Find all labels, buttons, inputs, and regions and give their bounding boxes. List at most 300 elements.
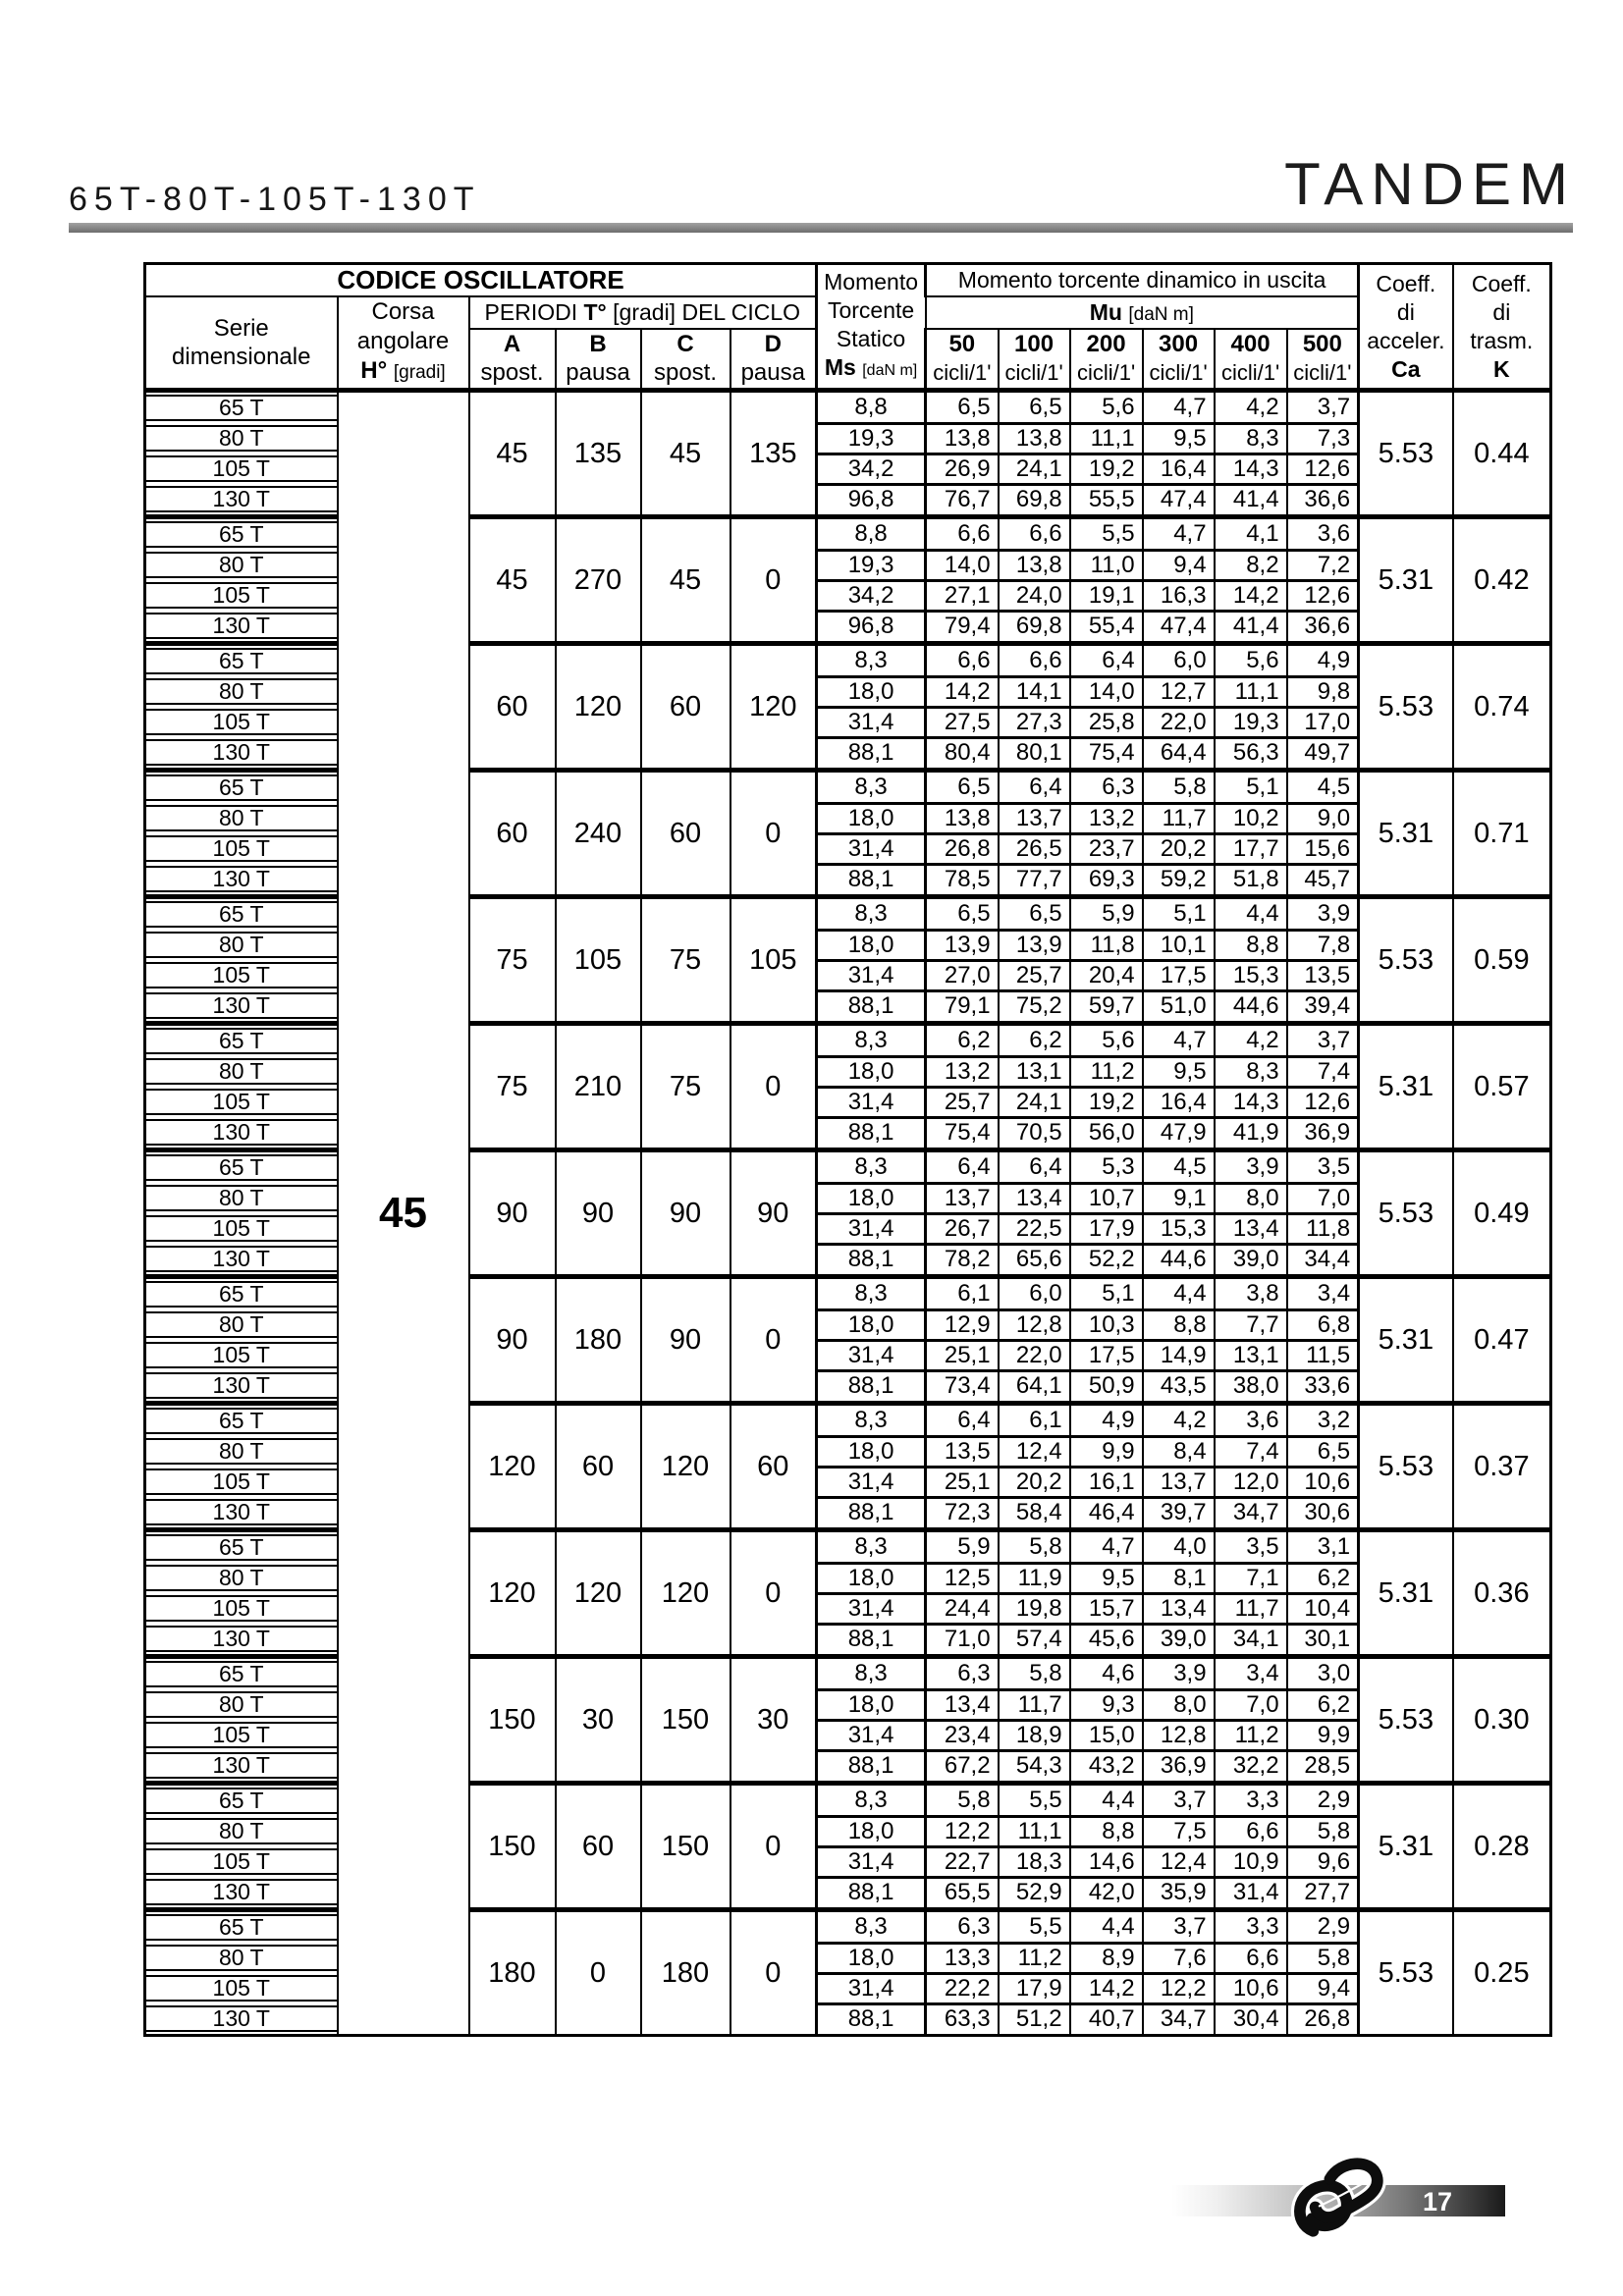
mu-value: 3,9: [1215, 1150, 1287, 1184]
mu-value: 14,2: [1215, 580, 1287, 611]
mu-value: 80,1: [999, 737, 1070, 771]
mu-value: 6,5: [999, 391, 1070, 424]
period-d-header: [730, 329, 817, 391]
mu-value: 9,5: [1143, 423, 1215, 454]
mu-value: 9,3: [1070, 1689, 1143, 1720]
mu-value: 78,2: [926, 1244, 999, 1277]
serie-box: 105 T: [146, 962, 337, 988]
ms-value: 88,1: [817, 1750, 926, 1784]
mu-value: 26,7: [926, 1213, 999, 1244]
serie-box: 130 T: [146, 866, 337, 892]
serie-box: 80 T: [146, 1691, 337, 1718]
mu-value: 51,8: [1215, 864, 1287, 897]
ca-line: Coeff.: [1376, 270, 1436, 296]
mu-value: 52,9: [999, 1877, 1070, 1910]
mu-500-header: [1287, 329, 1359, 391]
ms-value: 8,3: [817, 1404, 926, 1437]
ms-value: 8,3: [817, 1910, 926, 1944]
mu-value: 13,9: [999, 930, 1070, 960]
mu-value: 4,7: [1143, 517, 1215, 551]
corsa-header-line: angolare: [356, 328, 450, 354]
mu-value: 41,4: [1215, 611, 1287, 644]
ms-value: 88,1: [817, 1370, 926, 1404]
mu-value: 75,4: [926, 1117, 999, 1150]
mu-value: 27,1: [926, 580, 999, 611]
mu-value: 24,4: [926, 1593, 999, 1624]
period-sub: spost.: [653, 359, 718, 387]
serie-cell: [145, 1563, 338, 1593]
serie-cell: [145, 960, 338, 990]
serie-cell: [145, 1720, 338, 1750]
mu-value: 75,2: [999, 990, 1070, 1024]
mu-value: 6,4: [926, 1150, 999, 1184]
mu-value: 17,7: [1215, 833, 1287, 864]
mu-value: 27,5: [926, 707, 999, 737]
serie-cell: [145, 864, 338, 897]
serie-box: 80 T: [146, 1058, 337, 1085]
mu-value: 24,1: [999, 454, 1070, 484]
mu-value: 3,5: [1215, 1530, 1287, 1564]
serie-cell: [145, 1309, 338, 1340]
mu-value: 6,6: [926, 644, 999, 677]
ms-value: 88,1: [817, 1117, 926, 1150]
codice-oscillatore-header: CODICE OSCILLATORE: [145, 264, 817, 297]
ms-value: 88,1: [817, 864, 926, 897]
mu-value: 25,7: [926, 1087, 999, 1117]
mu-value: 41,9: [1215, 1117, 1287, 1150]
serie-box: 130 T: [146, 613, 337, 639]
mu-value: 64,4: [1143, 737, 1215, 771]
mu-value: 10,6: [1287, 1467, 1359, 1497]
mu-value: 17,9: [999, 1973, 1070, 2003]
mu-value: 4,2: [1143, 1404, 1215, 1437]
mu-value: 5,6: [1070, 1024, 1143, 1057]
mu-value: 5,5: [999, 1784, 1070, 1817]
mu-value: 10,1: [1143, 930, 1215, 960]
serie-box: 65 T: [146, 1914, 337, 1941]
mu-200-header: [1070, 329, 1143, 391]
period-c-value: 45: [641, 391, 730, 517]
ms-value: 34,2: [817, 454, 926, 484]
serie-cell: [145, 1593, 338, 1624]
mu-value: 14,0: [926, 550, 999, 580]
mu-value: 11,8: [1070, 930, 1143, 960]
mu-value: 4,2: [1215, 1024, 1287, 1057]
page-title-brand: TANDEM: [1284, 151, 1576, 217]
serie-cell: [145, 580, 338, 611]
mu-value: 8,9: [1070, 1943, 1143, 1973]
serie-cell: [145, 1213, 338, 1244]
mu-value: 7,3: [1287, 423, 1359, 454]
serie-box: 105 T: [146, 1468, 337, 1495]
mu-value: 13,1: [999, 1056, 1070, 1087]
mu-value: 18,9: [999, 1720, 1070, 1750]
serie-cell: [145, 737, 338, 771]
period-c-value: 180: [641, 1910, 730, 2036]
period-sub: spost.: [480, 359, 544, 387]
serie-box: 130 T: [146, 1246, 337, 1272]
mu-value: 8,8: [1070, 1816, 1143, 1846]
mu-value: 11,1: [1070, 423, 1143, 454]
mu-value: 20,2: [999, 1467, 1070, 1497]
corsa-value-cell: 45: [338, 391, 469, 2036]
mu-value: 12,9: [926, 1309, 999, 1340]
mu-value: 22,7: [926, 1846, 999, 1877]
ms-value: 88,1: [817, 1244, 926, 1277]
serie-cell: [145, 1877, 338, 1910]
mu-value: 10,6: [1215, 1973, 1287, 2003]
mu-value: 4,2: [1215, 391, 1287, 424]
period-a-value: 120: [469, 1530, 556, 1657]
mu-col-sub: cicli/1': [1220, 360, 1280, 386]
mu-value: 43,5: [1143, 1370, 1215, 1404]
period-b-header: [556, 329, 641, 391]
serie-box: 65 T: [146, 1788, 337, 1814]
mu-value: 5,8: [1143, 771, 1215, 804]
mu-value: 77,7: [999, 864, 1070, 897]
mu-value: 16,4: [1143, 454, 1215, 484]
mu-value: 4,5: [1287, 771, 1359, 804]
mu-value: 5,1: [1143, 897, 1215, 931]
mu-value: 25,8: [1070, 707, 1143, 737]
mu-value: 26,5: [999, 833, 1070, 864]
corsa-symbol: H°: [360, 357, 388, 384]
mu-value: 17,0: [1287, 707, 1359, 737]
mu-value: 55,5: [1070, 484, 1143, 517]
serie-cell: [145, 2003, 338, 2036]
mu-value: 26,8: [1287, 2003, 1359, 2036]
mu-value: 5,8: [1287, 1943, 1359, 1973]
mu-value: 44,6: [1143, 1244, 1215, 1277]
mu-300-header: [1143, 329, 1215, 391]
mu-value: 22,2: [926, 1973, 999, 2003]
mu-value: 36,9: [1143, 1750, 1215, 1784]
mu-value: 13,4: [926, 1689, 999, 1720]
period-d-value: 0: [730, 1910, 817, 2036]
mu-value: 6,2: [999, 1024, 1070, 1057]
mu-value: 3,5: [1287, 1150, 1359, 1184]
table-row: [145, 391, 1551, 424]
serie-box: 65 T: [146, 1154, 337, 1181]
mu-value: 25,1: [926, 1467, 999, 1497]
mu-value: 39,7: [1143, 1497, 1215, 1530]
corsa-symbol-line: [339, 356, 468, 388]
period-b-value: 270: [556, 517, 641, 644]
serie-cell: [145, 423, 338, 454]
serie-cell: [145, 1910, 338, 1944]
ms-value: 18,0: [817, 930, 926, 960]
mu-value: 40,7: [1070, 2003, 1143, 2036]
mu-value: 64,1: [999, 1370, 1070, 1404]
mu-value: 19,2: [1070, 454, 1143, 484]
mu-value: 3,1: [1287, 1530, 1359, 1564]
serie-box: 80 T: [146, 805, 337, 831]
ms-value: 88,1: [817, 1624, 926, 1657]
mu-value: 11,2: [1070, 1056, 1143, 1087]
mu-value: 7,1: [1215, 1563, 1287, 1593]
mu-value: 8,1: [1143, 1563, 1215, 1593]
mu-value: 79,4: [926, 611, 999, 644]
ca-value: 5.31: [1359, 1530, 1453, 1657]
mu-value: 11,2: [1215, 1720, 1287, 1750]
mu-value: 11,8: [1287, 1213, 1359, 1244]
serie-cell: [145, 1816, 338, 1846]
mu-value: 14,9: [1143, 1340, 1215, 1370]
ms-value: 8,8: [817, 391, 926, 424]
mu-value: 46,4: [1070, 1497, 1143, 1530]
ms-value: 8,3: [817, 1530, 926, 1564]
serie-box: 65 T: [146, 1661, 337, 1687]
period-c-value: 150: [641, 1784, 730, 1910]
period-a-value: 45: [469, 517, 556, 644]
mu-value: 15,6: [1287, 833, 1359, 864]
ms-value: 18,0: [817, 1563, 926, 1593]
mu-value: 18,3: [999, 1846, 1070, 1877]
mu-value: 45,7: [1287, 864, 1359, 897]
mu-value: 11,9: [999, 1563, 1070, 1593]
mu-value: 5,9: [926, 1530, 999, 1564]
mu-value: 76,7: [926, 484, 999, 517]
period-d-value: 0: [730, 1277, 817, 1404]
mu-value: 13,7: [999, 803, 1070, 833]
mu-value: 12,4: [999, 1436, 1070, 1467]
ca-value: 5.53: [1359, 1150, 1453, 1277]
mu-value: 69,8: [999, 484, 1070, 517]
mu-value: 54,3: [999, 1750, 1070, 1784]
serie-box: 105 T: [146, 1215, 337, 1242]
periodi-ciclo-header: [469, 296, 817, 329]
momento-statico-header: [817, 264, 926, 391]
mu-value: 22,0: [1143, 707, 1215, 737]
mu-value: 24,0: [999, 580, 1070, 611]
mu-value: 9,5: [1143, 1056, 1215, 1087]
mu-value: 8,3: [1215, 1056, 1287, 1087]
mu-value: 9,5: [1070, 1563, 1143, 1593]
mu-value: 9,4: [1287, 1973, 1359, 2003]
mu-value: 3,3: [1215, 1784, 1287, 1817]
mu-value: 3,2: [1287, 1404, 1359, 1437]
serie-box: 80 T: [146, 1818, 337, 1844]
serie-box: 80 T: [146, 678, 337, 705]
mu-value: 12,6: [1287, 1087, 1359, 1117]
period-c-value: 90: [641, 1277, 730, 1404]
serie-dimensionale-header: [145, 296, 338, 391]
mu-value: 8,8: [1215, 930, 1287, 960]
mu-value: 5,1: [1070, 1277, 1143, 1310]
mu-value: 63,3: [926, 2003, 999, 2036]
mu-symbol: Mu: [1089, 298, 1122, 325]
mu-value: 79,1: [926, 990, 999, 1024]
serie-box: 130 T: [146, 992, 337, 1019]
serie-box: 105 T: [146, 835, 337, 862]
period-letter: D: [764, 331, 782, 358]
mu-value: 16,4: [1143, 1087, 1215, 1117]
mu-value: 65,6: [999, 1244, 1070, 1277]
serie-cell: [145, 707, 338, 737]
period-c-value: 60: [641, 771, 730, 897]
ms-value: 88,1: [817, 1497, 926, 1530]
mu-col-sub: cicli/1': [1149, 360, 1208, 386]
mu-value: 34,7: [1143, 2003, 1215, 2036]
period-b-value: 105: [556, 897, 641, 1024]
k-value: 0.42: [1453, 517, 1551, 644]
serie-cell: [145, 1117, 338, 1150]
mu-value: 6,6: [999, 517, 1070, 551]
serie-cell: [145, 484, 338, 517]
period-b-value: 30: [556, 1657, 641, 1784]
mu-value: 4,4: [1143, 1277, 1215, 1310]
mu-value: 7,2: [1287, 550, 1359, 580]
period-c-header: [641, 329, 730, 391]
ms-value: 96,8: [817, 484, 926, 517]
serie-box: 105 T: [146, 582, 337, 609]
mu-value: 30,1: [1287, 1624, 1359, 1657]
mu-value: 12,6: [1287, 454, 1359, 484]
mu-unit: [daN m]: [1128, 303, 1194, 325]
mu-value: 12,7: [1143, 676, 1215, 707]
ca-value: 5.53: [1359, 1404, 1453, 1530]
serie-box: 65 T: [146, 1408, 337, 1434]
ms-value: 88,1: [817, 2003, 926, 2036]
mu-col-value: 200: [1086, 331, 1126, 358]
mu-value: 6,6: [999, 644, 1070, 677]
mu-value: 13,9: [926, 930, 999, 960]
serie-box: 80 T: [146, 1311, 337, 1338]
mu-value: 5,8: [999, 1530, 1070, 1564]
mu-value: 14,0: [1070, 676, 1143, 707]
mu-value: 47,4: [1143, 484, 1215, 517]
mu-value: 11,2: [999, 1943, 1070, 1973]
mu-value: 72,3: [926, 1497, 999, 1530]
serie-cell: [145, 833, 338, 864]
ca-value: 5.53: [1359, 897, 1453, 1024]
mu-value: 6,6: [926, 517, 999, 551]
mu-value: 19,8: [999, 1593, 1070, 1624]
serie-box: 65 T: [146, 648, 337, 674]
period-b-value: 120: [556, 644, 641, 771]
period-c-value: 75: [641, 1024, 730, 1150]
mu-value: 10,3: [1070, 1309, 1143, 1340]
mu-value: 5,6: [1070, 391, 1143, 424]
ms-value: 31,4: [817, 960, 926, 990]
mu-value: 4,9: [1070, 1404, 1143, 1437]
period-letter: C: [676, 331, 694, 358]
period-sub: pausa: [566, 359, 630, 387]
mu-value: 27,3: [999, 707, 1070, 737]
ms-symbol: Ms: [824, 354, 856, 380]
serie-cell: [145, 1150, 338, 1184]
mu-value: 3,7: [1143, 1910, 1215, 1944]
serie-cell: [145, 1750, 338, 1784]
ca-value: 5.53: [1359, 644, 1453, 771]
mu-value: 12,5: [926, 1563, 999, 1593]
period-b-value: 240: [556, 771, 641, 897]
k-value: 0.37: [1453, 1404, 1551, 1530]
period-a-value: 75: [469, 1024, 556, 1150]
serie-box: 65 T: [146, 395, 337, 421]
mu-value: 14,3: [1215, 1087, 1287, 1117]
mu-value: 5,8: [1287, 1816, 1359, 1846]
serie-box: 130 T: [146, 1752, 337, 1779]
mu-value: 12,4: [1143, 1846, 1215, 1877]
serie-box: 105 T: [146, 455, 337, 482]
oscillator-data-table: [143, 262, 1552, 2037]
mu-value: 6,2: [1287, 1689, 1359, 1720]
mu-value: 6,2: [926, 1024, 999, 1057]
serie-box: 65 T: [146, 1028, 337, 1054]
period-a-value: 120: [469, 1404, 556, 1530]
mu-value: 3,7: [1287, 391, 1359, 424]
mu-value: 19,3: [1215, 707, 1287, 737]
mu-value: 42,0: [1070, 1877, 1143, 1910]
serie-cell: [145, 1943, 338, 1973]
k-value: 0.47: [1453, 1277, 1551, 1404]
mu-value: 67,2: [926, 1750, 999, 1784]
mu-value: 4,6: [1070, 1657, 1143, 1690]
ms-value: 18,0: [817, 1183, 926, 1213]
k-line: di: [1492, 298, 1511, 325]
mu-value: 5,5: [1070, 517, 1143, 551]
k-value: 0.25: [1453, 1910, 1551, 2036]
mu-value: 5,5: [999, 1910, 1070, 1944]
mu-value: 6,6: [1215, 1816, 1287, 1846]
mu-value: 58,4: [999, 1497, 1070, 1530]
mu-value: 11,1: [999, 1816, 1070, 1846]
serie-box: 65 T: [146, 1281, 337, 1308]
mu-value: 13,4: [999, 1183, 1070, 1213]
mu-value: 4,4: [1070, 1784, 1143, 1817]
serie-cell: [145, 771, 338, 804]
ms-line: Momento: [824, 269, 918, 294]
ms-value: 96,8: [817, 611, 926, 644]
ms-symbol-line: [818, 353, 924, 385]
ms-value: 8,3: [817, 644, 926, 677]
mu-value: 5,6: [1215, 644, 1287, 677]
ms-value: 8,3: [817, 897, 926, 931]
period-c-value: 120: [641, 1530, 730, 1657]
mu-value: 15,3: [1215, 960, 1287, 990]
period-b-value: 135: [556, 391, 641, 517]
serie-box: 130 T: [146, 486, 337, 512]
mu-value: 43,2: [1070, 1750, 1143, 1784]
mu-value: 28,5: [1287, 1750, 1359, 1784]
ms-value: 19,3: [817, 550, 926, 580]
serie-cell: [145, 1689, 338, 1720]
mu-value: 16,1: [1070, 1467, 1143, 1497]
page-title-series: 65T-80T-105T-130T: [69, 181, 481, 218]
mu-value: 12,8: [1143, 1720, 1215, 1750]
mu-value: 10,4: [1287, 1593, 1359, 1624]
serie-box: 105 T: [146, 1342, 337, 1368]
mu-col-sub: cicli/1': [933, 360, 992, 386]
periodi-symbol: T°: [583, 298, 607, 325]
period-d-value: 0: [730, 771, 817, 897]
mu-value: 7,4: [1287, 1056, 1359, 1087]
mu-col-value: 400: [1230, 331, 1271, 358]
mu-50-header: [926, 329, 999, 391]
ms-value: 31,4: [817, 1213, 926, 1244]
mu-value: 6,1: [926, 1277, 999, 1310]
k-value: 0.74: [1453, 644, 1551, 771]
mu-value: 7,4: [1215, 1436, 1287, 1467]
ca-value: 5.53: [1359, 1657, 1453, 1784]
mu-value: 13,2: [1070, 803, 1143, 833]
period-a-value: 60: [469, 771, 556, 897]
serie-cell: [145, 803, 338, 833]
mu-value: 34,1: [1215, 1624, 1287, 1657]
mu-value: 6,4: [926, 1404, 999, 1437]
mu-value: 59,2: [1143, 864, 1215, 897]
